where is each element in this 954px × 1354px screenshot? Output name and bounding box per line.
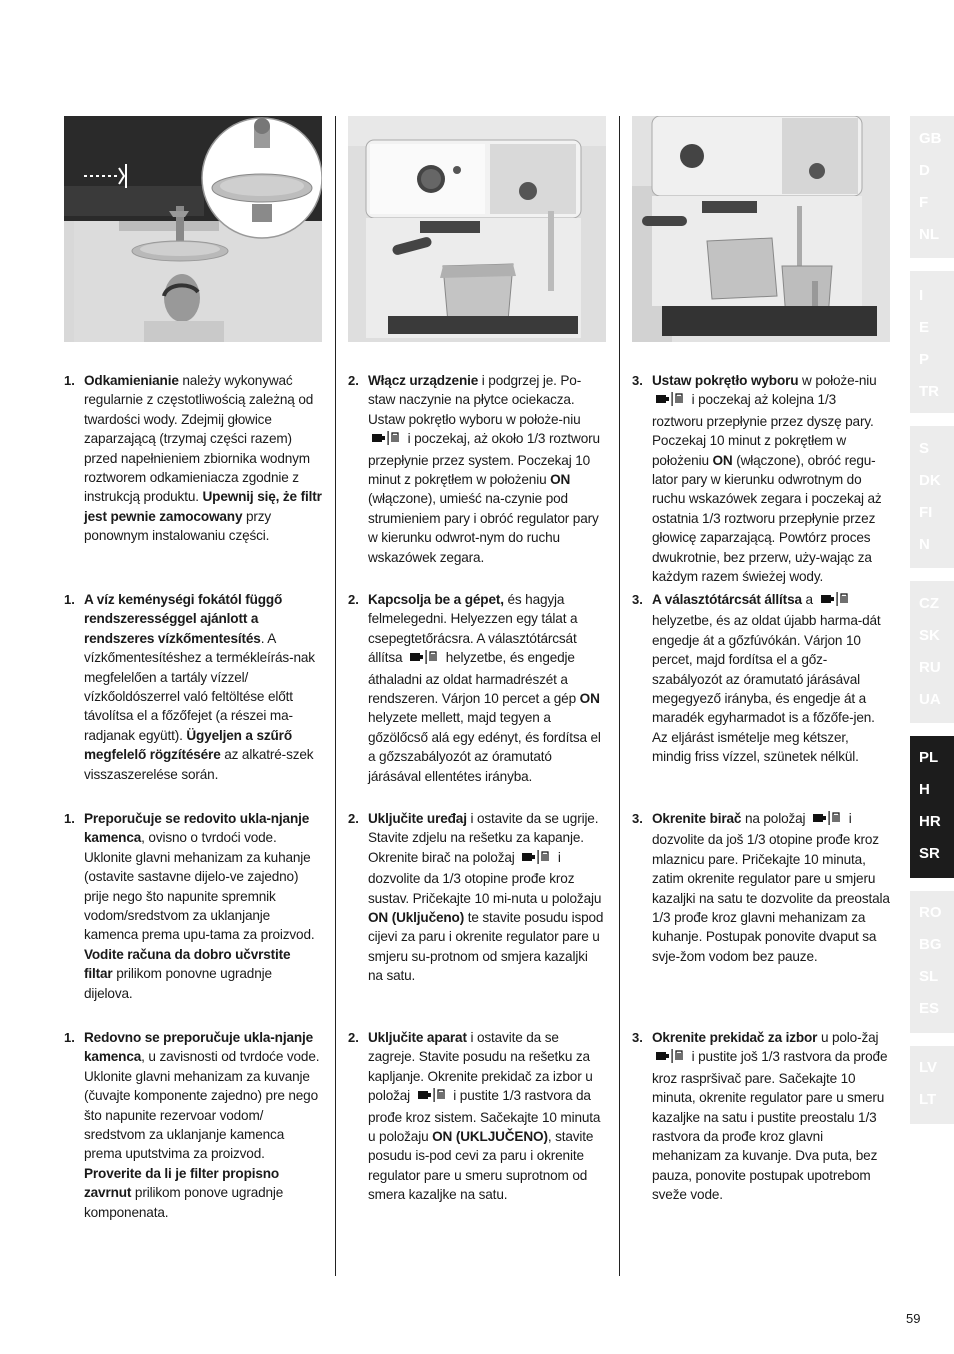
- step-number: 2.: [348, 592, 359, 607]
- coffee-machine-jug-illustration: [632, 116, 890, 342]
- emphasis-text: Okrenite prekidač za izbor: [652, 1030, 818, 1045]
- instruction-text: Redovno se preporučuje ukla-njanje kamenca, u zavisnosti od tvrdoće vode. Uklonite glavni mehanizam za kuvanje (čuvajte komponente zajedno) pre nego što napunite rezervoar vodom/ sredstvom za uklanjanje kamenca prema uputstvima za proizvod. Proverite da li je filter propisno zavrnut prilikom ponove ugradnje komponenata.: [84, 1030, 320, 1220]
- step-number: 3.: [632, 592, 643, 607]
- step-number: 1.: [64, 1030, 75, 1045]
- instruction-text: Okrenite prekidač za izbor u polo-žaj i pustite još 1/3 rastvora da prođe kroz raspršivač pare. Sačekajte 10 minuta, okrenite regulator pare u smeru kazaljke na satu i pustite preostalu 1/3 rastvora da prođe kroz glavni mehanizam za kuvanje. Dva puta, bez pauza, ponovite postupak upotrebom sveže vode.: [652, 1030, 888, 1203]
- lang-tab-f[interactable]: F: [919, 194, 929, 211]
- step-number: 2.: [348, 1030, 359, 1045]
- lang-tab-sk[interactable]: SK: [919, 627, 940, 644]
- instruction-text: Włącz urządzenie i podgrzej je. Po-staw naczynie na płytce ociekacza. Ustaw pokrętło wyboru w położe-niu i poczekaj, aż około 1/3 roztworu przepłynie przez system. Poczekaj 10 minut z pokrętłem w położeniu ON (włączone), umieść na-czynie pod strumieniem pary i obróć regulator pary w kierunku odwrot-nym do ruchu wskazówek zegara.: [368, 373, 600, 565]
- emphasis-text: Odkamienianie: [84, 373, 179, 388]
- instruction-hr: [64, 809, 322, 1003]
- instruction-text: Uključite uređaj i ostavite da se ugrije. Stavite zdjelu na rešetku za kapanje. Okrenite birač na položaj i dozvolite da 1/3 otopine prođe kroz sustav. Pričekajte 10 mi-nuta u položaju ON (Uključeno) te stavite posudu ispod cijevi za paru i okrenite regulator pare u smjeru su-protnom od smjera kazaljki na satu.: [368, 811, 604, 984]
- step-number: 3.: [632, 811, 643, 826]
- coffee-steam-selector-icon: [812, 811, 842, 830]
- coffee-machine-tray-illustration: [348, 116, 606, 342]
- step-number: 1.: [64, 811, 75, 826]
- instruction-hu: [64, 590, 322, 784]
- lang-tab-es[interactable]: ES: [919, 1000, 940, 1017]
- step-number: 2.: [348, 373, 359, 388]
- emphasis-text: Włącz urządzenie: [368, 373, 479, 388]
- step-number: 2.: [348, 811, 359, 826]
- lang-tab-d[interactable]: D: [919, 162, 930, 179]
- lang-tab-h[interactable]: H: [919, 781, 930, 798]
- emphasis-text: ON (Uključeno): [368, 910, 465, 926]
- lang-tab-p[interactable]: P: [919, 351, 930, 368]
- lang-tab-cz[interactable]: CZ: [919, 595, 939, 612]
- machine-with-milk-jug-image: [632, 116, 890, 342]
- emphasis-text: Redovno se preporučuje ukla-njanje kamenca: [84, 1030, 314, 1065]
- lang-tab-pl[interactable]: PL: [919, 749, 939, 766]
- emphasis-text: Upewnij się, że filtr jest pewnie zamocowany: [84, 489, 322, 524]
- lang-tab-lt[interactable]: LT: [919, 1091, 937, 1108]
- page-number: 59: [906, 1311, 921, 1326]
- lang-tab-nl[interactable]: NL: [919, 226, 939, 243]
- emphasis-text: A választótárcsát állítsa: [652, 592, 802, 607]
- lang-tab-tr[interactable]: TR: [919, 383, 939, 400]
- instruction-text: A víz keménységi fokától függő rendszerességgel ajánlott a rendszeres vízkőmentesítés. A vízkőmentesítéshez a termékleírás-nak megfelelően a tartály vízzel/ vízkőoldószerrel való feltöltése előtt távolítsa el a főzőfejet (a részei ma-radjanak együtt). Ügyeljen a szűrő megfelelő rögzítésére az alkatré-szek visszaszerelése során.: [84, 592, 315, 782]
- lang-tab-e[interactable]: E: [919, 319, 930, 336]
- emphasis-text: Vodite računa da dobro učvrstite filtar: [84, 946, 291, 982]
- lang-tab-bg[interactable]: BG: [919, 936, 942, 953]
- instruction-sr: [64, 1028, 322, 1222]
- emphasis-text: ON: [712, 452, 733, 468]
- descaling-showerhead-illustration: [64, 116, 322, 342]
- emphasis-text: ON: [550, 472, 571, 488]
- lang-tab-lv[interactable]: LV: [919, 1059, 938, 1076]
- instruction-pl: [64, 371, 322, 546]
- instruction-text: Uključite aparat i ostavite da se zagreje. Stavite posudu na rešetku za kapljanje. Okrenite prekidač za izbor u položaj i pustite 1/3 rastvora da prođe kroz sistem. Sačekajte 10 minuta u položaju ON (UKLJUČENO), stavite posudu is-pod cevi za paru i okrenite regulator pare u smeru suprotnom od smera kazaljke na satu.: [368, 1030, 601, 1203]
- instruction-text: Ustaw pokrętło wyboru w położe-niu i poczekaj aż kolejna 1/3 roztworu przepłynie przez dyszę pary. Poczekaj 10 minut z pokrętłem w położeniu ON (włączone), obróć regu-lator pary w kierunku odwrotnym do ruchu wskazówek zegara i poczekaj aż ostatnia 1/3 roztworu przepłynie przez głowicę zaparzającą. Powtórz proces dwukrotnie, bez przerw, uży-wając za każdym razem świeżej wody.: [652, 373, 882, 585]
- instruction-text: A választótárcsát állítsa a helyzetbe, és az oldat újabb harma-dát engedje át a gőzfúvókán. Várjon 10 percet, majd fordítsa el a gőz-szabályozót az óramutató járásával megegyező irányba, és engedje át a maradék egyharmadot is a főzőfe-jen. Az eljárást ismételje meg kétszer, mindig friss vízzel, szünetek nélkül.: [652, 592, 881, 765]
- instruction-text: Okrenite birač na položaj i dozvolite da još 1/3 otopine prođe kroz mlaznicu pare. Pričekajte 10 minuta, zatim okrenite regulator pare u smjeru kazaljki na satu te dozvolite da preostala 1/3 prođe kroz glavni mehanizam za kuhanje. Postupak ponovite dvaput sa svje-žom vodom bez pauze.: [652, 811, 890, 964]
- lang-tab-ru[interactable]: RU: [919, 659, 941, 676]
- instruction-text: Preporučuje se redovito ukla-njanje kamenca, ovisno o tvrdoći vode. Uklonite glavni mehanizam za kuhanje (ostavite sastavne dijelo-ve zajedno) prije nego što napunite spremnik vodom/sredstvom za uklanjanje kamenca prema upu-tama za proizvod. Vodite računa da dobro učvrstite filtar prilikom ponovne ugradnje dijelova.: [84, 811, 315, 1001]
- step-number: 1.: [64, 373, 75, 388]
- coffee-steam-selector-icon: [417, 1088, 447, 1107]
- coffee-steam-selector-icon: [521, 850, 551, 869]
- instruction-text: Kapcsolja be a gépet, és hagyja felmelegedni. Helyezzen egy tálat a csepegtetőrácsra. A választótárcsát állítsa helyzetbe, és engedje áthaladni az oldat harmadrészét a rendszeren. Várjon 10 percet a gép ON helyzete mellett, majd tegyen a gőzölőcső alá egy edényt, és fordítsa el a gőzszabályozót az óramutató járásával ellentétes irányba.: [368, 592, 601, 784]
- column-divider-2: [619, 116, 620, 1276]
- emphasis-text: Preporučuje se redovito ukla-njanje kamenca: [84, 811, 310, 846]
- instruction-hr: [632, 809, 890, 966]
- emphasis-text: Kapcsolja be a gépet,: [368, 592, 504, 607]
- emphasis-text: Okrenite birač: [652, 811, 742, 826]
- emphasis-text: Proverite da li je filter propisno zavrnut: [84, 1165, 280, 1201]
- machine-with-tray-image: [348, 116, 606, 342]
- lang-tab-fi[interactable]: FI: [919, 504, 933, 521]
- emphasis-text: ON (UKLJUČENO): [432, 1129, 548, 1145]
- instruction-pl: [348, 371, 606, 567]
- step-number: 1.: [64, 592, 75, 607]
- lang-tab-n[interactable]: N: [919, 536, 930, 553]
- emphasis-text: A víz keménységi fokától függő rendszerességgel ajánlott a rendszeres vízkőmentesítés: [84, 592, 283, 646]
- instruction-sr: [348, 1028, 606, 1205]
- emphasis-text: Uključite uređaj: [368, 811, 467, 826]
- instruction-sr: [632, 1028, 890, 1205]
- instruction-hu: [348, 590, 606, 786]
- lang-tab-s[interactable]: S: [919, 440, 930, 457]
- lang-tab-hr[interactable]: HR: [919, 813, 941, 830]
- emphasis-text: ON: [579, 691, 600, 707]
- lang-tab-sl[interactable]: SL: [919, 968, 939, 985]
- emphasis-text: Uključite aparat: [368, 1030, 467, 1045]
- instruction-text: Odkamienianie należy wykonywać regularnie z częstotliwością zależną od twardości wody. Zdejmij głowice zaparzającą (trzymaj części razem) przed napełnieniem zbiornika wodnym roztworem odkamieniacza zgodnie z instrukcją produktu. Upewnij się, że filtr jest pewnie zamocowany przy ponownym instalowaniu części.: [84, 373, 322, 544]
- step-number: 3.: [632, 373, 643, 388]
- lang-tab-ua[interactable]: UA: [919, 691, 941, 708]
- lang-tab-i[interactable]: I: [919, 287, 924, 304]
- emphasis-text: Ustaw pokrętło wyboru: [652, 373, 799, 388]
- lang-tab-ro[interactable]: RO: [919, 904, 942, 921]
- column-divider-1: [335, 116, 336, 1276]
- step-number: 3.: [632, 1030, 643, 1045]
- emphasis-text: Ügyeljen a szűrő megfelelő rögzítésére: [84, 727, 292, 763]
- coffee-steam-selector-icon: [409, 650, 439, 669]
- coffee-steam-selector-icon: [371, 431, 401, 450]
- coffee-steam-selector-icon: [655, 392, 685, 411]
- lang-tab-sr[interactable]: SR: [919, 845, 940, 862]
- instruction-hu: [632, 590, 890, 767]
- instruction-pl: [632, 371, 890, 586]
- lang-tab-gb[interactable]: GB: [919, 130, 942, 147]
- lang-tab-dk[interactable]: DK: [919, 472, 941, 489]
- coffee-steam-selector-icon: [820, 592, 850, 611]
- instruction-hr: [348, 809, 606, 986]
- coffee-steam-selector-icon: [655, 1049, 685, 1068]
- descaling-showerhead-image: [64, 116, 322, 342]
